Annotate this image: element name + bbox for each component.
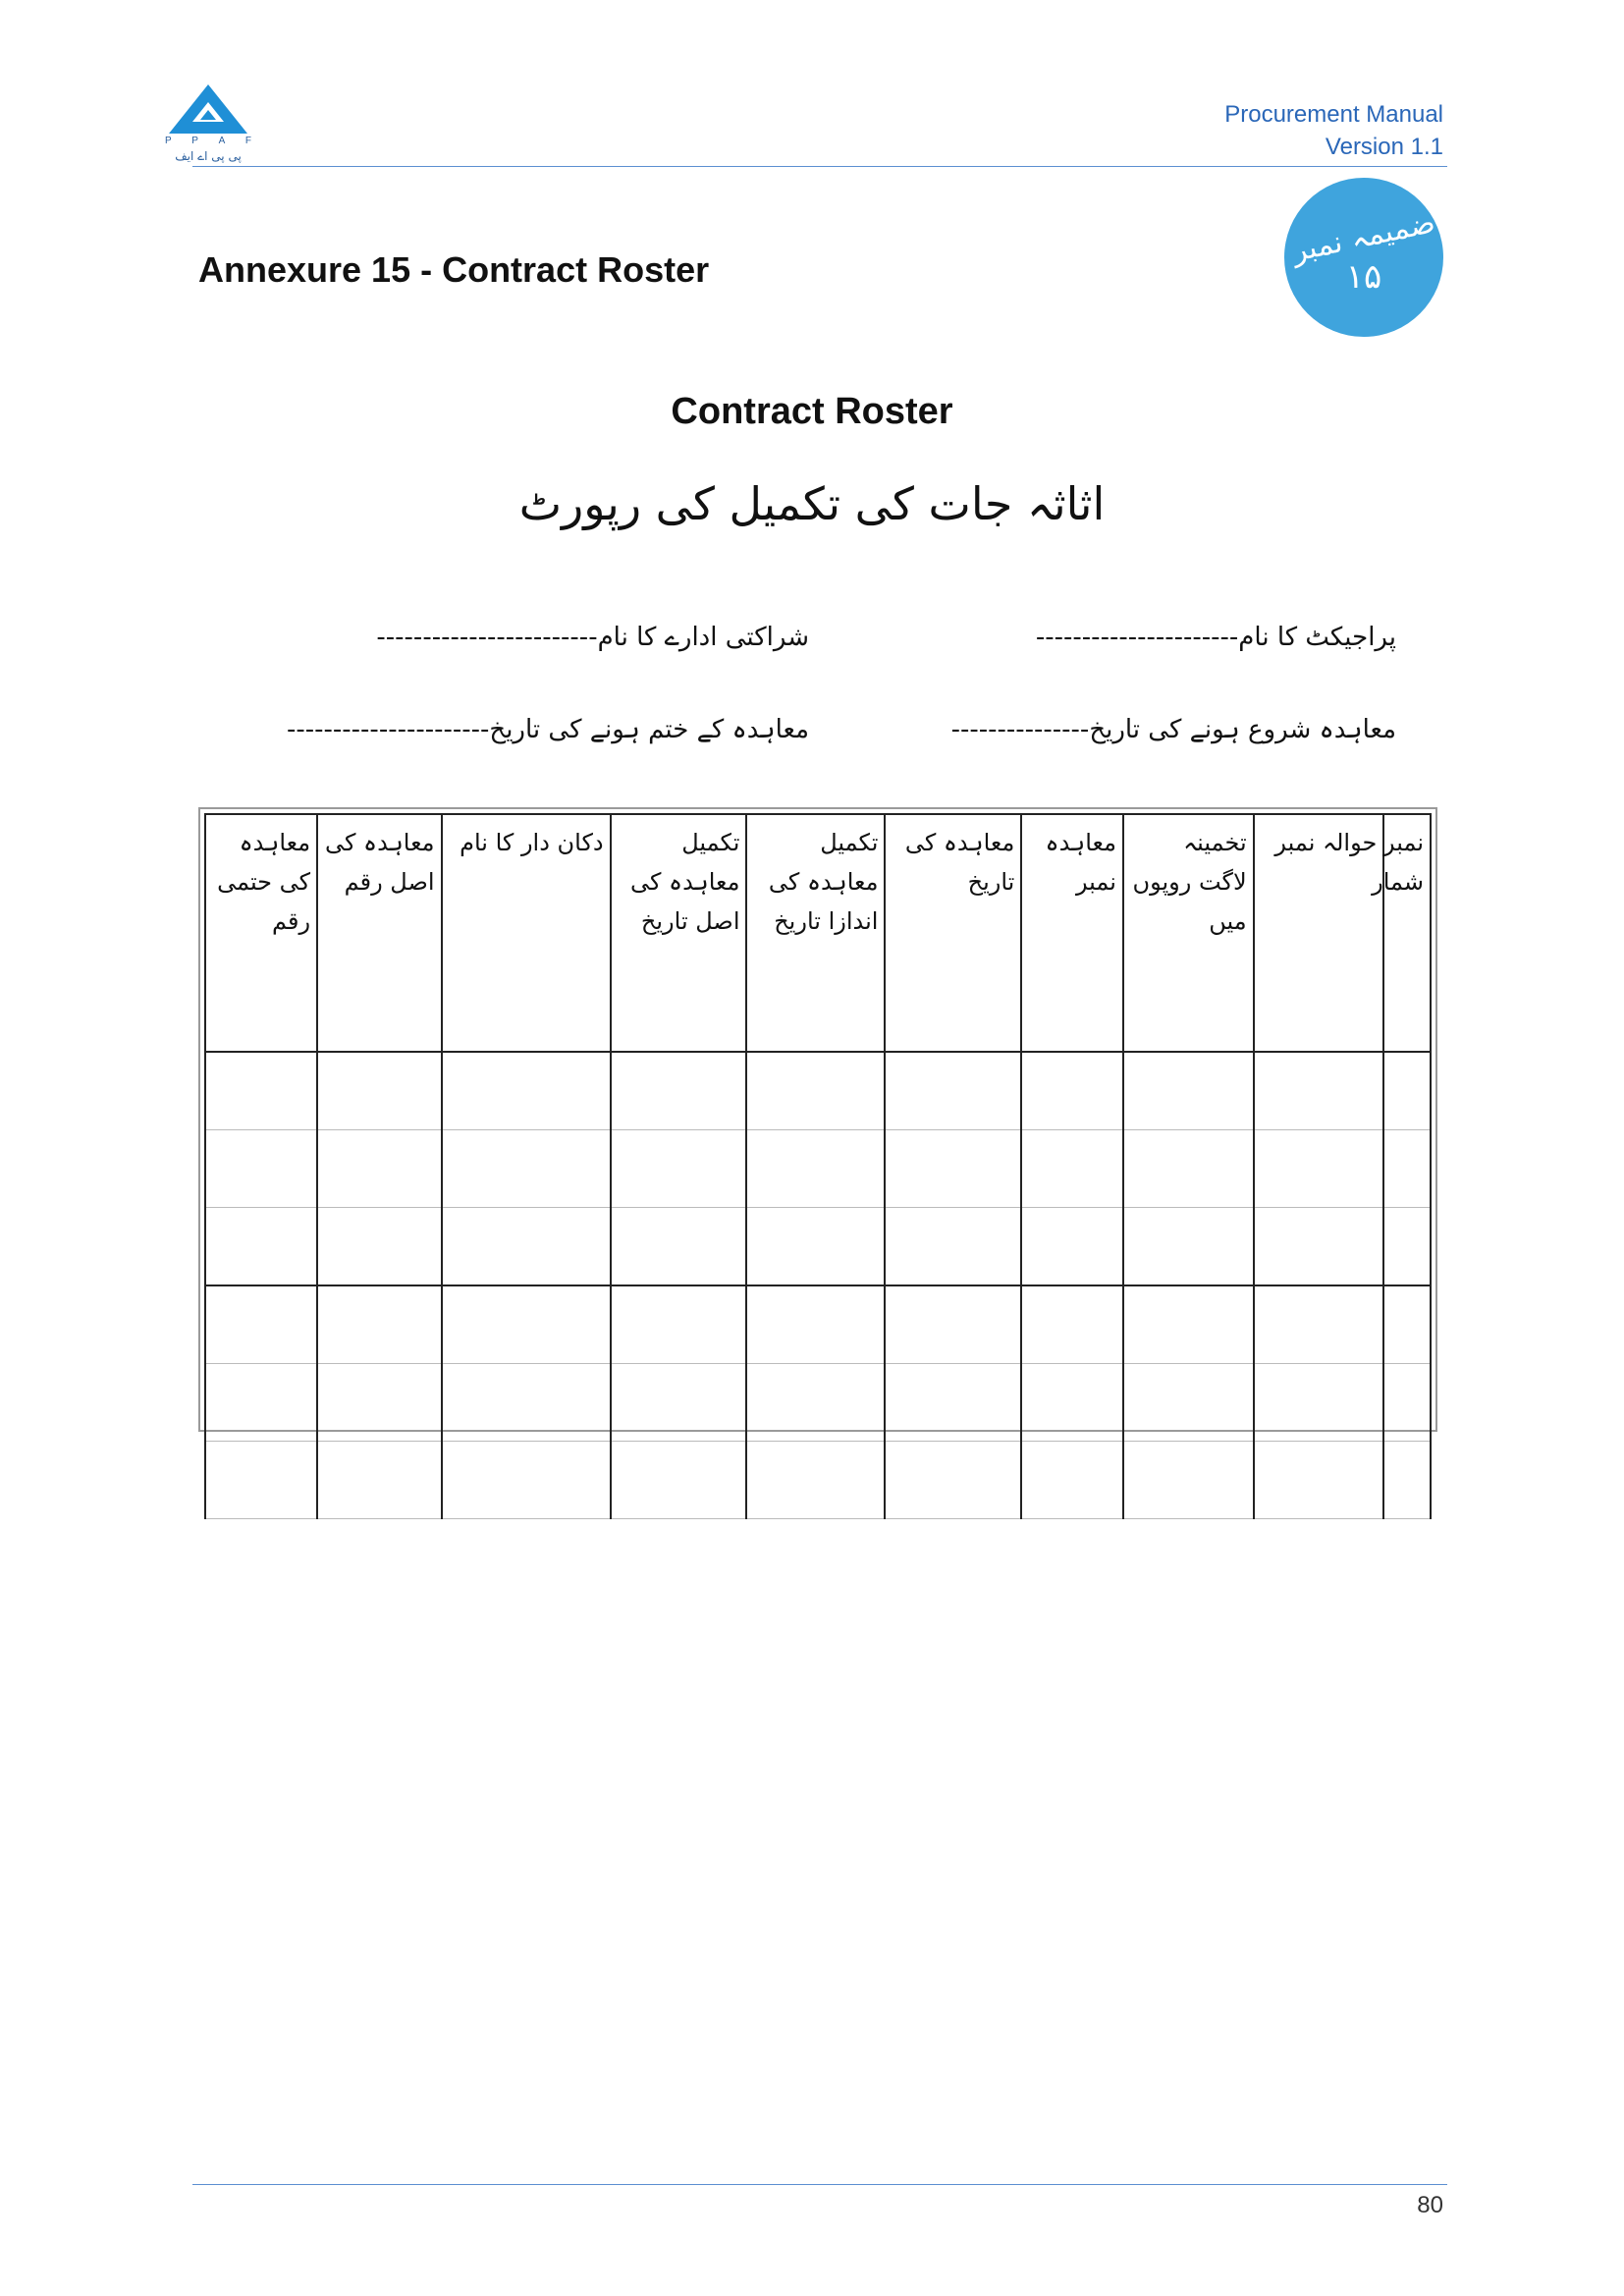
project-name-field xyxy=(923,623,1396,652)
table-cell[interactable] xyxy=(1383,1285,1431,1364)
table-row xyxy=(205,1208,1431,1286)
table-cell[interactable] xyxy=(746,1208,885,1286)
annexure-badge xyxy=(1284,178,1443,337)
table-cell[interactable] xyxy=(1383,1052,1431,1130)
table-cell[interactable] xyxy=(205,1130,317,1208)
table-cell[interactable] xyxy=(1254,1130,1384,1208)
table-cell[interactable] xyxy=(1383,1208,1431,1286)
table-cell[interactable] xyxy=(1383,1364,1431,1442)
field-label: معاہدہ شروع ہونے کی تاریخ xyxy=(1089,715,1396,744)
table-cell[interactable] xyxy=(885,1285,1021,1364)
table-cell[interactable] xyxy=(746,1364,885,1442)
table-cell[interactable] xyxy=(1383,1442,1431,1519)
ppaf-logo xyxy=(165,81,251,169)
header-cell: تخمینہ لاگت روپوں میں xyxy=(1123,814,1254,1052)
table-cell[interactable] xyxy=(442,1442,611,1519)
manual-title: Procurement Manual xyxy=(1224,101,1443,128)
table-row xyxy=(205,1442,1431,1519)
field-blank: ---------------------- xyxy=(287,715,490,744)
table-cell[interactable] xyxy=(611,1130,747,1208)
table-cell[interactable] xyxy=(746,1442,885,1519)
table-cell[interactable] xyxy=(885,1442,1021,1519)
header-cell: معاہدہ کی تاریخ xyxy=(885,814,1021,1052)
ppaf-triangle-icon xyxy=(165,81,251,136)
table-cell[interactable] xyxy=(746,1285,885,1364)
table-cell[interactable] xyxy=(1021,1442,1123,1519)
table-cell[interactable] xyxy=(1021,1285,1123,1364)
table-cell[interactable] xyxy=(1123,1208,1254,1286)
badge-text: ضمیمہ نمبر xyxy=(1289,205,1438,269)
field-blank: ---------------------- xyxy=(1035,623,1239,652)
table-cell[interactable] xyxy=(317,1208,441,1286)
header-cell: معاہدہ کی حتمی رقم xyxy=(205,814,317,1052)
table-cell[interactable] xyxy=(1123,1285,1254,1364)
table-cell[interactable] xyxy=(317,1442,441,1519)
header-cell: معاہدہ نمبر xyxy=(1021,814,1123,1052)
end-date-field xyxy=(247,715,809,744)
field-blank: --------------- xyxy=(950,715,1090,744)
logo-urdu-text: پی پی اے ایف xyxy=(175,149,242,163)
table-row xyxy=(205,1130,1431,1208)
field-label: پراجیکٹ کا نام xyxy=(1238,623,1396,652)
table-cell[interactable] xyxy=(1123,1130,1254,1208)
version-label: Version 1.1 xyxy=(1325,134,1443,160)
logo-letter: P xyxy=(191,136,198,146)
table-cell[interactable] xyxy=(317,1364,441,1442)
header-divider xyxy=(192,166,1447,167)
header-cell: معاہدہ کی اصل رقم xyxy=(317,814,441,1052)
table-cell[interactable] xyxy=(885,1364,1021,1442)
table-cell[interactable] xyxy=(611,1285,747,1364)
table-cell[interactable] xyxy=(205,1364,317,1442)
table-cell[interactable] xyxy=(885,1130,1021,1208)
table-cell[interactable] xyxy=(442,1052,611,1130)
field-label: شراکتی ادارے کا نام xyxy=(597,623,809,652)
table-cell[interactable] xyxy=(1254,1364,1384,1442)
table-cell[interactable] xyxy=(1021,1364,1123,1442)
annexure-title: Annexure 15 - Contract Roster xyxy=(198,249,710,290)
table-cell[interactable] xyxy=(442,1364,611,1442)
table-cell[interactable] xyxy=(205,1208,317,1286)
partner-org-field xyxy=(242,623,809,652)
page-number: 80 xyxy=(1417,2192,1443,2218)
field-blank: ------------------------ xyxy=(376,623,598,652)
logo-letter: A xyxy=(218,136,226,146)
table-cell[interactable] xyxy=(1254,1052,1384,1130)
table-cell[interactable] xyxy=(611,1442,747,1519)
table-cell[interactable] xyxy=(1021,1208,1123,1286)
table-row xyxy=(205,1052,1431,1130)
table-cell[interactable] xyxy=(317,1285,441,1364)
table-cell[interactable] xyxy=(885,1052,1021,1130)
form-title: Contract Roster xyxy=(671,391,953,432)
table-cell[interactable] xyxy=(1254,1285,1384,1364)
field-label: معاہدہ کے ختم ہونے کی تاریخ xyxy=(489,715,809,744)
table-cell[interactable] xyxy=(205,1285,317,1364)
table-cell[interactable] xyxy=(1383,1130,1431,1208)
table-cell[interactable] xyxy=(317,1130,441,1208)
table-cell[interactable] xyxy=(611,1364,747,1442)
logo-letters xyxy=(165,136,251,146)
table-header-row xyxy=(205,814,1431,1052)
table-cell[interactable] xyxy=(442,1285,611,1364)
table-cell[interactable] xyxy=(1123,1442,1254,1519)
header-cell: تکمیل معاہدہ کی اصل تاریخ xyxy=(611,814,747,1052)
table-cell[interactable] xyxy=(1254,1208,1384,1286)
table-cell[interactable] xyxy=(205,1052,317,1130)
table-cell[interactable] xyxy=(611,1208,747,1286)
logo-letter: F xyxy=(244,136,251,146)
footer-divider xyxy=(192,2184,1447,2185)
logo-letter: P xyxy=(165,136,172,146)
header-cell: حوالہ نمبر xyxy=(1254,814,1384,1052)
table-cell[interactable] xyxy=(611,1052,747,1130)
start-date-field xyxy=(927,715,1396,744)
urdu-form-title: اثاثہ جات کی تکمیل کی رپورٹ xyxy=(518,477,1106,530)
table-cell[interactable] xyxy=(746,1130,885,1208)
table-row xyxy=(205,1364,1431,1442)
contract-roster-table xyxy=(204,813,1432,1519)
table-cell[interactable] xyxy=(1123,1052,1254,1130)
table-cell[interactable] xyxy=(442,1130,611,1208)
table-cell[interactable] xyxy=(442,1208,611,1286)
table-cell[interactable] xyxy=(746,1052,885,1130)
table-cell[interactable] xyxy=(317,1052,441,1130)
table-cell[interactable] xyxy=(1021,1052,1123,1130)
table-cell[interactable] xyxy=(1021,1130,1123,1208)
badge-number: ۱۵ xyxy=(1345,257,1382,297)
table-cell[interactable] xyxy=(1123,1364,1254,1442)
table-cell[interactable] xyxy=(205,1442,317,1519)
header-cell: دکان دار کا نام xyxy=(442,814,611,1052)
table-cell[interactable] xyxy=(1254,1442,1384,1519)
table-row xyxy=(205,1285,1431,1364)
table-cell[interactable] xyxy=(885,1208,1021,1286)
header-cell: نمبر شمار xyxy=(1383,814,1431,1052)
header-meta xyxy=(1224,98,1443,163)
header-cell: تکمیل معاہدہ کی اندازا تاریخ xyxy=(746,814,885,1052)
